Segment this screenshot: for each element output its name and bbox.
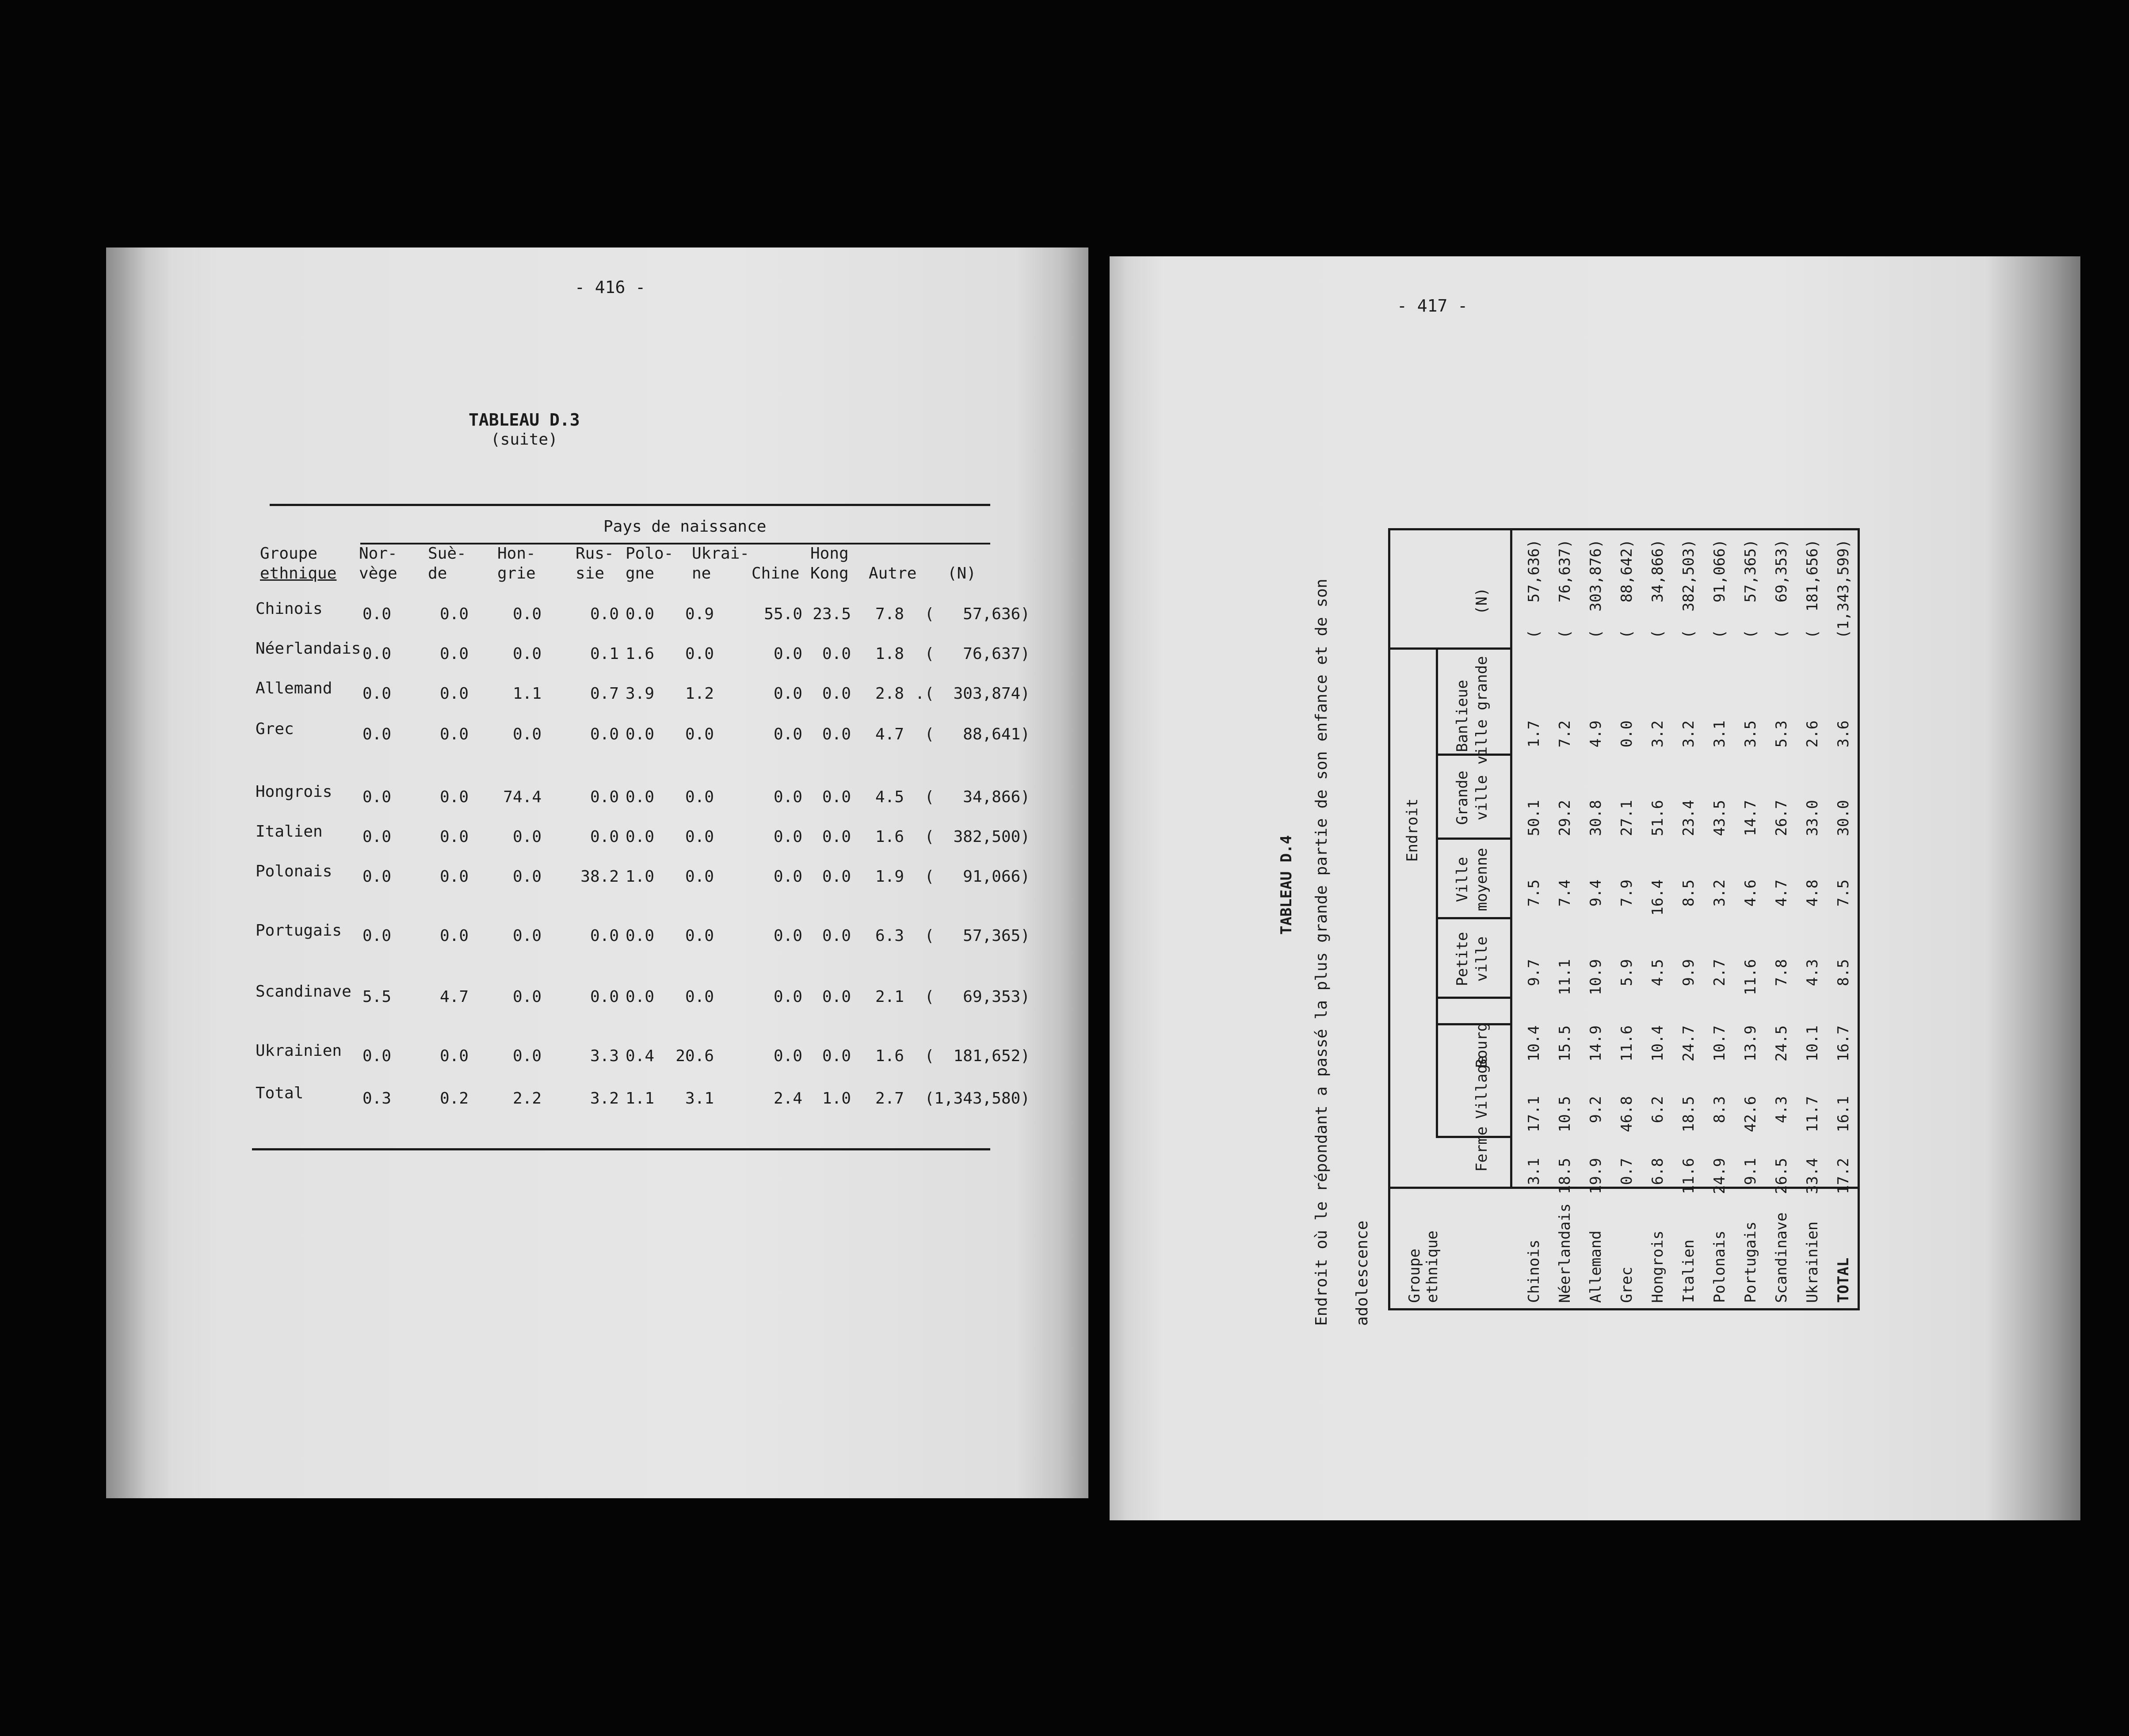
grid-vline — [1388, 647, 1512, 650]
col-header-2-line1: Hon- — [497, 544, 536, 563]
cell-value: 1.6 — [625, 645, 654, 663]
d4-row-label: Chinois — [1525, 1239, 1543, 1303]
d4-cell-value: 11.6 — [1680, 1158, 1698, 1194]
d4-row-header-line1: Groupe — [1406, 1249, 1423, 1303]
cell-value: 0.4 — [625, 1047, 654, 1065]
cell-value: 0.0 — [685, 828, 714, 846]
cell-value: 0.0 — [439, 828, 469, 846]
cell-value: 0.0 — [512, 828, 542, 846]
cell-n: ( 76,637) — [924, 645, 1030, 663]
cell-value: 0.0 — [625, 988, 654, 1006]
cell-value: 0.0 — [362, 927, 391, 945]
cell-value: 0.0 — [685, 725, 714, 743]
d4-col-header-5-line1: Grande — [1454, 770, 1471, 825]
cell-n: ( 57,365) — [924, 927, 1030, 945]
cell-value: 1.2 — [685, 685, 714, 703]
d4-col-header-0-line2: Ferme — [1473, 1126, 1491, 1172]
cell-value: 2.4 — [773, 1089, 802, 1108]
cell-value: 0.0 — [822, 927, 851, 945]
cell-value: 6.3 — [875, 927, 904, 945]
d4-cell-value: 9.1 — [1742, 1158, 1759, 1185]
row-header-line2: ethnique — [260, 564, 337, 582]
cell-value: 3.2 — [590, 1089, 619, 1108]
d4-row-label: TOTAL — [1835, 1257, 1852, 1303]
d4-row-label: Grec — [1618, 1267, 1636, 1303]
group-header: Pays de naissance — [603, 518, 767, 536]
tableau-d4 — [1278, 460, 1852, 1326]
row-header-line1: Groupe — [260, 544, 318, 563]
d4-cell-n: ( 57,636) — [1525, 539, 1543, 639]
cell-value: 0.1 — [590, 645, 619, 663]
d4-cell-value: 9.4 — [1587, 879, 1605, 907]
cell-value: 0.0 — [685, 645, 714, 663]
cell-value: 7.8 — [875, 605, 904, 623]
cell-value: 0.0 — [822, 725, 851, 743]
d4-cell-value: 4.9 — [1587, 720, 1605, 748]
cell-value: 0.0 — [625, 788, 654, 806]
d4-cell-value: 3.5 — [1742, 720, 1759, 748]
d4-cell-value: 23.4 — [1680, 800, 1698, 836]
d4-cell-n: ( 382,503) — [1680, 539, 1698, 639]
d4-cell-value: 4.3 — [1773, 1096, 1790, 1123]
grid-hline — [1510, 528, 1512, 1189]
d4-row-label: Allemand — [1587, 1230, 1605, 1303]
cell-value: 3.1 — [685, 1089, 714, 1108]
cell-value: 0.0 — [590, 927, 619, 945]
d4-row-header-line2: ethnique — [1423, 1230, 1441, 1303]
row-label: Total — [256, 1084, 304, 1102]
d4-cell-n: ( 181,656) — [1804, 539, 1821, 639]
cell-value: 0.0 — [773, 868, 802, 886]
d4-cell-value: 50.1 — [1525, 800, 1543, 836]
d4-cell-value: 10.4 — [1649, 1025, 1667, 1062]
caption-line2: adolescence — [1353, 1220, 1371, 1326]
d4-col-header-5-line2: ville — [1473, 775, 1491, 821]
cell-value: 0.9 — [685, 605, 714, 623]
d4-cell-value: 3.6 — [1835, 720, 1852, 748]
cell-value: 0.3 — [362, 1089, 391, 1108]
d4-cell-value: 9.2 — [1587, 1096, 1605, 1123]
d4-cell-value: 3.2 — [1680, 720, 1698, 748]
cell-value: 0.0 — [362, 788, 391, 806]
d4-cell-value: 9.7 — [1525, 959, 1543, 986]
row-label: Chinois — [256, 600, 323, 618]
col-header-2-line2: grie — [497, 564, 536, 582]
col-header-6-line2: Chine — [752, 564, 800, 582]
d4-cell-value: 30.8 — [1587, 800, 1605, 836]
cell-value: 0.0 — [822, 788, 851, 806]
cell-value: 0.7 — [590, 685, 619, 703]
d4-cell-value: 18.5 — [1556, 1158, 1574, 1194]
row-label: Néerlandais — [256, 640, 361, 658]
cell-value: 0.0 — [362, 828, 391, 846]
d4-cell-value: 51.6 — [1649, 800, 1667, 836]
cell-value: 0.0 — [512, 988, 542, 1006]
d4-cell-value: 2.7 — [1711, 959, 1728, 986]
d4-cell-value: 7.8 — [1773, 959, 1790, 986]
row-label: Ukrainien — [256, 1042, 342, 1060]
cell-value: 0.0 — [822, 828, 851, 846]
row-label: Grec — [256, 720, 294, 738]
d4-cell-value: 10.4 — [1525, 1025, 1543, 1062]
d4-cell-value: 27.1 — [1618, 800, 1636, 836]
cell-value: 20.6 — [675, 1047, 714, 1065]
row-label: Italien — [256, 822, 323, 841]
grid-hline — [1436, 650, 1438, 1138]
d4-cell-value: 3.1 — [1525, 1158, 1543, 1185]
d4-cell-value: 8.3 — [1711, 1096, 1728, 1123]
cell-value: 2.2 — [512, 1089, 542, 1108]
cell-value: 1.0 — [625, 868, 654, 886]
cell-value: 0.0 — [773, 927, 802, 945]
col-header-0-line1: Nor- — [359, 544, 397, 563]
d4-cell-value: 14.9 — [1587, 1025, 1605, 1062]
col-header-1-line2: de — [428, 564, 447, 582]
d4-cell-value: 4.6 — [1742, 879, 1759, 907]
col-header-9-line2: (N) — [947, 564, 977, 582]
cell-value: 0.0 — [625, 605, 654, 623]
col-header-0-line2: vège — [359, 564, 397, 582]
d4-col-header-4-line1: Ville — [1454, 857, 1471, 902]
d4-cell-value: 2.6 — [1804, 720, 1821, 748]
cell-n: ( 181,652) — [924, 1047, 1030, 1065]
cell-value: 0.0 — [773, 788, 802, 806]
d4-cell-value: 5.3 — [1773, 720, 1790, 748]
top-rule — [270, 504, 990, 506]
col-header-1-line1: Suè- — [428, 544, 466, 563]
cell-value: 0.0 — [773, 685, 802, 703]
d4-row-label: Italien — [1680, 1239, 1698, 1303]
cell-value: 1.9 — [875, 868, 904, 886]
cell-value: 0.0 — [590, 788, 619, 806]
cell-value: 0.0 — [590, 828, 619, 846]
cell-n: ( 91,066) — [924, 868, 1030, 886]
tableau-d3-subtitle: (suite) — [491, 430, 558, 449]
d4-cell-value: 26.7 — [1773, 800, 1790, 836]
d4-cell-value: 14.7 — [1742, 800, 1759, 836]
cell-n: ( 69,353) — [924, 988, 1030, 1006]
cell-value: 2.7 — [875, 1089, 904, 1108]
cell-value: 0.0 — [822, 1047, 851, 1065]
col-header-7-line1: Hong — [810, 544, 849, 563]
d4-cell-value: 9.9 — [1680, 959, 1698, 986]
d4-cell-value: 18.5 — [1680, 1096, 1698, 1132]
d4-col-header-4-line2: moyenne — [1473, 848, 1491, 911]
cell-value: 0.0 — [512, 1047, 542, 1065]
col-header-8-line2: Autre — [869, 564, 917, 582]
cell-value: 0.0 — [822, 988, 851, 1006]
d4-col-header-2-line2: Bourg — [1473, 1022, 1491, 1068]
row-label: Portugais — [256, 921, 342, 940]
cell-n: .( 303,874) — [915, 685, 1030, 703]
cell-value: 0.0 — [362, 1047, 391, 1065]
d4-cell-value: 46.8 — [1618, 1096, 1636, 1132]
cell-n: (1,343,580) — [924, 1089, 1030, 1108]
d4-cell-value: 16.1 — [1835, 1096, 1852, 1132]
d4-cell-value: 7.5 — [1525, 879, 1543, 907]
d4-cell-value: 11.1 — [1556, 959, 1574, 995]
d4-col-header-6-line1: Banlieue — [1454, 680, 1471, 752]
bottom-rule — [252, 1148, 990, 1150]
cell-value: 0.0 — [512, 725, 542, 743]
cell-n: ( 382,500) — [924, 828, 1030, 846]
d4-cell-value: 4.3 — [1804, 959, 1821, 986]
row-label: Hongrois — [256, 783, 332, 801]
cell-value: 0.0 — [439, 605, 469, 623]
cell-value: 0.0 — [512, 868, 542, 886]
col-header-4-line1: Polo- — [626, 544, 674, 563]
tableau-d3-title: TABLEAU D.3 — [469, 410, 580, 430]
d4-row-label: Polonais — [1711, 1230, 1728, 1303]
d4-cell-value: 19.9 — [1587, 1158, 1605, 1194]
d4-cell-value: 26.5 — [1773, 1158, 1790, 1194]
cell-value: 1.6 — [875, 1047, 904, 1065]
cell-n: ( 88,641) — [924, 725, 1030, 743]
d4-row-label: Néerlandais — [1556, 1203, 1574, 1303]
d4-cell-value: 6.8 — [1649, 1158, 1667, 1185]
d4-cell-value: 7.9 — [1618, 879, 1636, 907]
cell-value: 3.9 — [625, 685, 654, 703]
d4-cell-n: ( 303,876) — [1587, 539, 1605, 639]
d4-cell-value: 16.4 — [1649, 879, 1667, 916]
col-header-3-line1: Rus- — [576, 544, 614, 563]
cell-value: 1.1 — [625, 1089, 654, 1108]
d4-col-header-3-line2: ville — [1473, 936, 1491, 982]
d4-cell-value: 10.9 — [1587, 959, 1605, 995]
row-label: Allemand — [256, 679, 332, 697]
cell-value: 0.0 — [773, 645, 802, 663]
cell-value: 0.0 — [773, 988, 802, 1006]
d4-cell-value: 11.6 — [1742, 959, 1759, 995]
d4-cell-value: 24.9 — [1711, 1158, 1728, 1194]
d4-cell-value: 33.4 — [1804, 1158, 1821, 1194]
cell-value: 0.0 — [773, 725, 802, 743]
cell-value: 0.0 — [362, 645, 391, 663]
d4-cell-value: 17.1 — [1525, 1096, 1543, 1132]
cell-value: 4.7 — [439, 988, 469, 1006]
cell-value: 38.2 — [580, 868, 619, 886]
cell-value: 0.0 — [685, 788, 714, 806]
d4-cell-value: 10.5 — [1556, 1096, 1574, 1132]
cell-value: 0.0 — [822, 685, 851, 703]
d4-cell-value: 3.2 — [1711, 879, 1728, 907]
d4-cell-value: 33.0 — [1804, 800, 1821, 836]
cell-value: 0.0 — [439, 1047, 469, 1065]
d4-cell-value: 42.6 — [1742, 1096, 1759, 1132]
cell-value: 0.0 — [590, 988, 619, 1006]
d4-row-label: Scandinave — [1773, 1212, 1790, 1303]
cell-value: 0.0 — [439, 927, 469, 945]
cell-value: 5.5 — [362, 988, 391, 1006]
d4-cell-value: 4.7 — [1773, 879, 1790, 907]
d4-col-header-6-line2: ville grande — [1473, 656, 1491, 765]
d4-cell-n: ( 57,365) — [1742, 539, 1759, 639]
cell-value: 0.0 — [439, 645, 469, 663]
d4-cell-value: 3.2 — [1649, 720, 1667, 748]
d4-cell-value: 10.1 — [1804, 1025, 1821, 1062]
row-label: Scandinave — [256, 982, 351, 1001]
d4-cell-value: 24.5 — [1773, 1025, 1790, 1062]
cell-value: 0.2 — [439, 1089, 469, 1108]
d4-cell-n: ( 34,866) — [1649, 539, 1667, 639]
cell-value: 2.1 — [875, 988, 904, 1006]
col-header-5-line1: Ukrai- — [692, 544, 750, 563]
d4-cell-value: 30.0 — [1835, 800, 1852, 836]
d4-cell-n: ( 69,353) — [1773, 539, 1790, 639]
d4-cell-value: 3.1 — [1711, 720, 1728, 748]
cell-value: 0.0 — [362, 868, 391, 886]
d4-cell-value: 0.7 — [1618, 1158, 1636, 1185]
d4-cell-value: 6.2 — [1649, 1096, 1667, 1123]
cell-value: 4.5 — [875, 788, 904, 806]
cell-value: 0.0 — [773, 828, 802, 846]
cell-value: 55.0 — [764, 605, 802, 623]
cell-value: 0.0 — [685, 868, 714, 886]
d4-col-header-3-line1: Petite — [1454, 932, 1471, 986]
cell-value: 0.0 — [439, 685, 469, 703]
cell-value: 0.0 — [512, 645, 542, 663]
d4-cell-value: 8.5 — [1680, 879, 1698, 907]
d4-cell-value: 17.2 — [1835, 1158, 1852, 1194]
cell-value: 0.0 — [625, 828, 654, 846]
cell-value: 0.0 — [362, 605, 391, 623]
left-page-number: - 416 - — [575, 278, 646, 297]
cell-value: 0.0 — [773, 1047, 802, 1065]
d4-cell-value: 4.5 — [1649, 959, 1667, 986]
cell-value: 0.0 — [512, 605, 542, 623]
d4-cell-value: 0.0 — [1618, 720, 1636, 748]
d4-cell-value: 13.9 — [1742, 1025, 1759, 1062]
d4-cell-value: 16.7 — [1835, 1025, 1852, 1062]
d4-row-label: Ukrainien — [1804, 1221, 1821, 1303]
cell-value: 1.6 — [875, 828, 904, 846]
cell-value: 1.0 — [822, 1089, 851, 1108]
cell-value: 0.0 — [822, 645, 851, 663]
cell-value: 0.0 — [590, 725, 619, 743]
cell-value: 0.0 — [512, 927, 542, 945]
cell-value: 0.0 — [362, 725, 391, 743]
cell-value: 0.0 — [439, 725, 469, 743]
d4-row-label: Portugais — [1742, 1221, 1759, 1303]
grid-vline — [1388, 528, 1860, 530]
d4-group-header: Endroit — [1404, 798, 1421, 862]
cell-value: 0.0 — [590, 605, 619, 623]
col-header-3-line2: sie — [576, 564, 605, 582]
d4-cell-value: 43.5 — [1711, 800, 1728, 836]
cell-n: ( 34,866) — [924, 788, 1030, 806]
cell-value: 2.8 — [875, 685, 904, 703]
cell-value: 0.0 — [822, 868, 851, 886]
grid-hline — [1388, 528, 1390, 1310]
cell-value: 1.8 — [875, 645, 904, 663]
caption-line1: Endroit où le répondant a passé la plus grande partie de son enfance et de son — [1313, 579, 1331, 1326]
d4-cell-value: 10.7 — [1711, 1025, 1728, 1062]
cell-value: 0.0 — [362, 685, 391, 703]
cell-value: 4.7 — [875, 725, 904, 743]
d4-col-header-1-line2: Village — [1473, 1055, 1491, 1119]
cell-n: ( 57,636) — [924, 605, 1030, 623]
d4-cell-value: 7.5 — [1835, 879, 1852, 907]
row-label: Polonais — [256, 862, 332, 880]
cell-value: 0.0 — [439, 788, 469, 806]
cell-value: 0.0 — [685, 927, 714, 945]
cell-value: 0.0 — [625, 725, 654, 743]
d4-cell-n: ( 76,637) — [1556, 539, 1574, 639]
d4-row-label: Hongrois — [1649, 1230, 1667, 1303]
col-header-7-line2: Kong — [810, 564, 849, 582]
cell-value: 3.3 — [590, 1047, 619, 1065]
tableau-d4-title: TABLEAU D.4 — [1278, 835, 1295, 935]
col-header-5-line2: ne — [692, 564, 711, 582]
d4-cell-value: 1.7 — [1525, 720, 1543, 748]
cell-value: 74.4 — [503, 788, 542, 806]
d4-cell-value: 4.8 — [1804, 879, 1821, 907]
d4-cell-value: 5.9 — [1618, 959, 1636, 986]
d4-cell-n: ( 88,642) — [1618, 539, 1636, 639]
d4-cell-value: 7.4 — [1556, 879, 1574, 907]
cell-value: 0.0 — [625, 927, 654, 945]
d4-cell-n: ( 91,066) — [1711, 539, 1728, 639]
cell-value: 23.5 — [813, 605, 851, 623]
d4-col-header-7-line2: (N) — [1473, 587, 1491, 615]
col-header-4-line2: gne — [626, 564, 655, 582]
d4-cell-value: 24.7 — [1680, 1025, 1698, 1062]
cell-value: 0.0 — [685, 988, 714, 1006]
d4-cell-value: 8.5 — [1835, 959, 1852, 986]
grid-vline — [1388, 1308, 1860, 1310]
d4-cell-value: 7.2 — [1556, 720, 1574, 748]
d4-cell-value: 11.7 — [1804, 1096, 1821, 1132]
d4-cell-n: (1,343,599) — [1835, 539, 1852, 639]
cell-value: 1.1 — [512, 685, 542, 703]
d4-cell-value: 29.2 — [1556, 800, 1574, 836]
right-page-number: - 417 - — [1397, 296, 1468, 316]
grid-hline — [1858, 528, 1860, 1310]
d4-cell-value: 15.5 — [1556, 1025, 1574, 1062]
d4-cell-value: 11.6 — [1618, 1025, 1636, 1062]
cell-value: 0.0 — [439, 868, 469, 886]
